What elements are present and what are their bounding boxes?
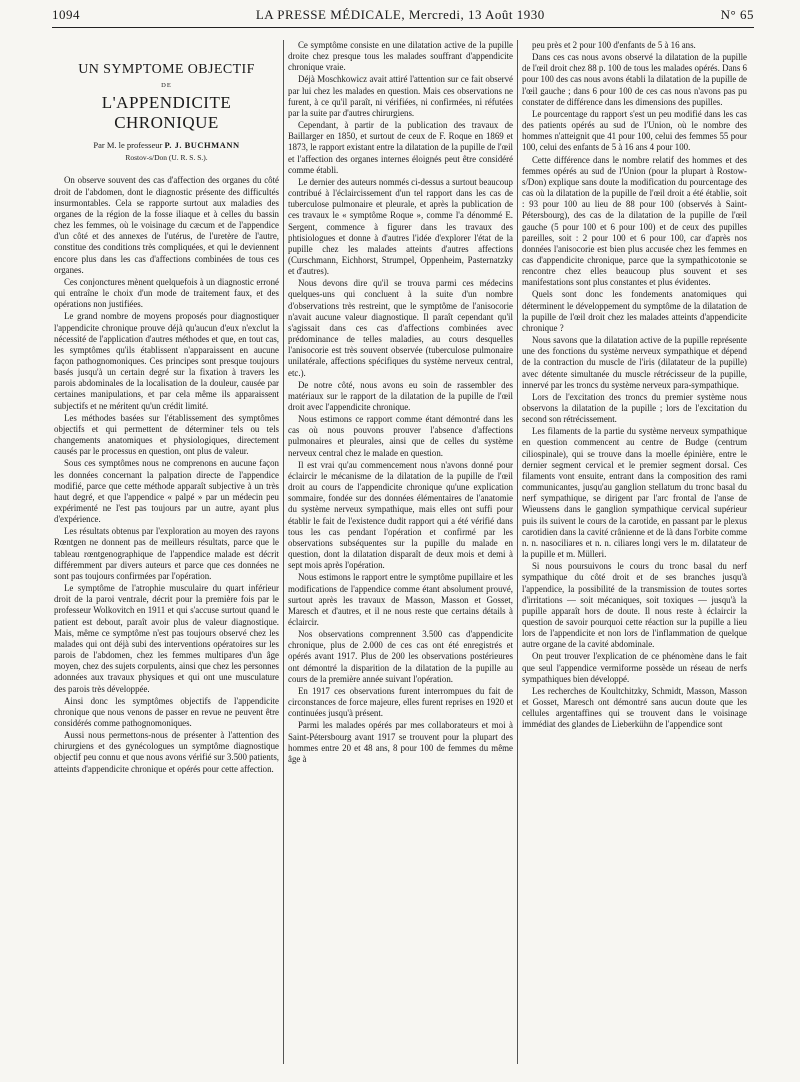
- author-name: P. J. BUCHMANN: [164, 140, 240, 151]
- paragraph: Nous estimons ce rapport comme étant démontré dans les cas où nous pouvons prouver l'absence d'affections pulmonaires et pleurales, ainsi que de celles du système nerveux central chez le malade en question.: [288, 414, 513, 458]
- paragraph: Cependant, à partir de la publication des travaux de Baillarger en 1850, et surtout de ceux de F. Roque en 1869 et 1873, le rapport existant entre la dilatation de la pupille de l'œil et l'affection des organes internes éloignés peut être considéré comme établi.: [288, 120, 513, 175]
- issue-number: N° 65: [720, 7, 754, 22]
- paragraph: On observe souvent des cas d'affection des organes du côté droit de l'abdomen, dont le diagnostic présente des difficultés insurmontables. Cela se rapporte surtout aux maladies des organes de la région de la fosse iliaque et à celles du bassin chez les femmes, où le voisinage du cæcum et de l'appendice d'un côté et des annexes de l'utérus, de l'uretère de l'autre, constitue des conditions très compliquées, et qui le deviennent encore plus dans les cas d'affections combinées de tous ces organes.: [54, 175, 279, 275]
- paragraph: Ainsi donc les symptômes objectifs de l'appendicite chronique que nous venons de passer en revue ne peuvent être considérés comme pathognomoniques.: [54, 695, 279, 728]
- page-number: 1094: [52, 7, 80, 22]
- paragraph: Parmi les malades opérés par mes collaborateurs et moi à Saint-Pétersbourg avant 1917 se trouvent pour la plupart des hommes entre 20 et 48 ans, 8 pour 100 de femmes du même âge à: [288, 720, 513, 764]
- paragraph: Nous devons dire qu'il se trouva parmi ces médecins quelques-uns qui concluent à la suite d'un nombre d'observations très restreint, que le symptôme de l'anisocorie n'avait aucune valeur diagnostique. Il paraît cependant qu'il s'agissait dans ces cas d'affections combinées avec prédominance de telles maladies, au cours desquelles l'anisocorie est très souvent observée (tuberculose pulmonaire unilatérale, affections spécifiques du système nerveux central, etc.).: [288, 278, 513, 378]
- title-line-1: UN SYMPTOME OBJECTIF: [78, 62, 255, 77]
- title-de: DE: [161, 82, 172, 89]
- paragraph: Cette différence dans le nombre relatif des hommes et des femmes opérés au sud de l'Union (pour la plupart à Rostow-s/Don) explique sans doute la modification du pourcentage des cas où la dilatation de la pupille de l'œil droit a été établie, soit : 93 pour 100 au lieu de 88 pour 100 (observés à Saint-Pétersbourg), des cas de la dilatation de la pupille de l'œil gauche (5 pour 100 et 6 pour 100) et de ceux des pupilles pareilles, soit : 2 pour 100 et 6 pour 100, car d'après nos données l'anisocorie est bien plus accusée chez les femmes en cas d'appendicite chronique, parce que la sympathicotonie se rencontre chez elles beaucoup plus souvent et ses manifestations sont plus constantes et plus évidentes.: [522, 154, 747, 288]
- paragraph: Ces conjonctures mènent quelquefois à un diagnostic erroné qui entraîne le choix d'un mode de traitement faux, et des opérations non justifiées.: [54, 276, 279, 310]
- column-2-text: [288, 40, 513, 765]
- paragraph: Sous ces symptômes nous ne comprenons en aucune façon les données concernant la palpation directe de l'appendice modifié, parce que cette méthode apparaît subjective à un très haut degré, et que l'appendice « palpé » par un médecin peu expérimenté ne l'est pas toujours par un autre, ayant plus d'expérience.: [54, 458, 279, 525]
- paragraph: Lors de l'excitation des troncs du premier système nous observons la dilatation de la pupille ; lors de l'excitation du second son rétrécissement.: [522, 391, 747, 425]
- paragraph: On peut trouver l'explication de ce phénomène dans le fait que seul l'appendice vermiforme possède un réseau de nerfs sympathiques bien développé.: [522, 651, 747, 684]
- paragraph: Les recherches de Koultchitzky, Schmidt, Masson, Masson et Gosset, Maresch ont démontré sans aucun doute que les cellules argentaffines qui se trouvent dans le voisinage immédiat des glandes de Lieberkühn de l'appendice sont: [522, 685, 747, 730]
- paragraph: Si nous poursuivons le cours du tronc basal du nerf sympathique du côté droit et de ses branches jusqu'à l'appendice, la possibilité de la transmission de toutes sortes d'irritations — soit mécaniques, soit toxiques — jusqu'à la pupille apparaît hors de doute. Il nous reste à éclaircir la question de savoir pourquoi cette réaction sur la pupille a lieu lors de l'appendicite et non lors de l'inflammation de quelque autre organe de la cavité abdominale.: [522, 561, 747, 650]
- paragraph: Le pourcentage du rapport s'est un peu modifié dans les cas des patients opérés au sud de l'Union, où le nombre des hommes n'atteignit que 41 pour 100, celui des femmes 55 pour 100, celui des enfants de 5 à 16 ans 4 pour 100.: [522, 108, 747, 153]
- column-divider: [283, 40, 284, 1064]
- paragraph: Déjà Moschkowicz avait attiré l'attention sur ce fait observé par lui chez les malades en question. Mais ces observations ne furent, à ce qu'il paraît, ni vérifiées, ni confirmées, ni réfutées par la suite par d'autres chirurgiens.: [288, 74, 513, 118]
- paragraph: Nous estimons le rapport entre le symptôme pupillaire et les modifications de l'appendice comme étant absolument prouvé, surtout après les travaux de Masson, Masson et Gosset, Maresch et d'autres, et il ne nous reste que certains détails à éclaircir.: [288, 572, 513, 627]
- author-prefix: Par M. le professeur: [93, 140, 163, 151]
- paragraph: De notre côté, nous avons eu soin de rassembler des matériaux sur le rapport de la dilatation de la pupille de l'œil droit avec l'appendicite chronique.: [288, 379, 513, 412]
- column-3-text: [522, 40, 747, 731]
- paragraph: Dans ces cas nous avons observé la dilatation de la pupille de l'œil droit chez 88 p. 100 de tous les malades opérés. Dans 6 pour 100 des cas nous avons établi la dilatation de la pupille de l'œil gauche ; dans 6 pour 100 de ces cas nous n'avons pas pu constater de différence dans les dimensions des pupilles.: [522, 52, 747, 107]
- journal-title: LA PRESSE MÉDICALE, Mercredi, 13 Août 1930: [255, 7, 545, 22]
- paragraph: Aussi nous permettons-nous de présenter à l'attention des chirurgiens et des gynécologues un symptôme diagnostique objectif peu connu et que nous avons vérifié sur 3.500 patients, atteints d'appendicite chronique et opérés pour cette affection.: [54, 730, 279, 774]
- author-location: Rostov-s/Don (U. R. S. S.).: [125, 153, 208, 163]
- paragraph: Les méthodes basées sur l'établissement des symptômes objectifs et qui permettent de déterminer tels ou tels changements anatomiques et physiologiques, directement causés par le processus en question, ont plus de valeur.: [54, 412, 279, 457]
- paragraph: Le symptôme de l'atrophie musculaire du quart inférieur droit de la paroi ventrale, décrit pour la première fois par le professeur Wolkovitch en 1911 et qui s'accuse surtout quand le patient est debout, paraît avoir plus de valeur diagnostique. Mais, même ce symptôme n'est pas toujours observé chez les malades qui ont déjà subi des interventions opératoires sur les parois de l'abdomen, chez les femmes multipares d'un âge moyen, chez des sujets corpulents, ainsi que chez les personnes adonnées aux travaux physiques et qui ont une musculature des parois très développée.: [54, 583, 280, 694]
- paragraph: peu près et 2 pour 100 d'enfants de 5 à 16 ans.: [532, 40, 696, 50]
- column-1: [54, 40, 279, 776]
- column-2: [288, 40, 513, 766]
- author-line: [54, 140, 279, 151]
- paragraph: Ce symptôme consiste en une dilatation active de la pupille droite chez presque tous les malades souffrant d'appendicite chronique vraie.: [288, 40, 513, 73]
- paragraph: Les résultats obtenus par l'exploration au moyen des rayons Rœntgen ne donnent pas de meilleurs résultats, parce que le tableau rœntgenographique de l'appendice malade est décrit différemment par divers auteurs et parce que ces données ne sont pas toujours confirmées par l'opération.: [54, 526, 279, 581]
- paragraph: Le dernier des auteurs nommés ci-dessus a surtout beaucoup contribué à l'éclaircissement d'un tel rapport dans les cas de tuberculose pulmonaire et pleurale, et après la publication de ces travaux le « symptôme Roque », comme l'a dénommé E. Sergent, commence à figurer dans les travaux des phtisiologues et donne à d'autres l'idée d'explorer l'état de la pupille chez les malades atteints d'autres affections (Curschmann, Eichhorst, Strumpel, Oppenheim, Pasternatzky et d'autres).: [288, 176, 513, 277]
- paragraph: En 1917 ces observations furent interrompues du fait de circonstances de force majeure, elles furent reprises en 1920 et continuées jusqu'à présent.: [288, 685, 513, 719]
- paragraph: Nous savons que la dilatation active de la pupille représente une des fonctions du système nerveux sympathique et dépend de la contraction du muscle de l'iris (dilatateur de la pupille) avec détente simultanée du muscle rétrécisseur de la pupille, innervé par les troncs du système nerveux para-sympathique.: [522, 335, 747, 390]
- paragraph: Le grand nombre de moyens proposés pour diagnostiquer l'appendicite chronique prouve déjà qu'aucun d'eux n'exclut la nécessité de l'application d'autres méthodes et que, en tout cas, les symptômes qu'ils établissent n'apparaissent en aucune façon pathognomoniques. Ces principes sont presque toujours basés jusqu'à un certain degré sur la fixation à travers les parois abdominales de la localisation de la douleur, causée par certaines manipulations, et par cela même ils apparaissent subjectifs et ne méritent qu'un crédit limité.: [54, 311, 279, 411]
- page-header: [52, 7, 754, 29]
- paragraph: Nos observations comprennent 3.500 cas d'appendicite chronique, plus de 2.000 de ces cas ont été enregistrés et opérés avant 1917. Plus de 200 les observations postérieures ont démontré la disparition de la dilatation de la pupille au cours de la première année suivant l'opération.: [288, 629, 513, 684]
- column-1-text: [54, 175, 279, 774]
- paragraph: Il est vrai qu'au commencement nous n'avons donné pour éclaircir le mécanisme de la dilatation de la pupille de l'œil droit au cours de l'appendicite chronique qu'une explication sommaire, fondée sur des données élémentaires de l'anatomie du système nerveux sympathique, mais elles ont suffi pour établir le fait de l'existence dudit rapport qui a été vérifié dans tous les cas pendant l'opération et confirmé par les observations subséquentes sur la pupille du malade en question, dont la dilatation disparaît de deux mois et demi à sept mois après l'opération.: [288, 459, 513, 571]
- paragraph: Les filaments de la partie du système nerveux sympathique en question commencent au centre de Budge (centrum ciliospinale), qui se trouve dans la moelle épinière, entre le dernier segment cervical et le premier segment dorsal. Ces filaments vont ensuite, entrant dans la composition des rami communicantes, jusqu'au ganglion stellatum du tronc basal du nerf sympathique, se dirigent par l'arc frontal de l'anse de Wieussens dans le ganglion sympathique cervical supérieur puis ils suivent le cours de la carotide, en passant par le plexus carotidien dans la cavité crânienne et de là dans l'orbite comme n. n. nasociliares et n. n. ciliares longi vers le m. dilatateur de la pupille et m. Mülleri.: [522, 426, 747, 560]
- paragraph: Quels sont donc les fondements anatomiques qui déterminent le développement du symptôme de la dilatation de la pupille de l'œil droit chez les malades atteints d'appendicite chronique ?: [522, 289, 747, 333]
- header-rule: [52, 27, 754, 28]
- column-divider: [517, 40, 518, 1064]
- column-3: [522, 40, 747, 732]
- article-title-block: [54, 62, 279, 163]
- title-line-2: L'APPENDICITE CHRONIQUE: [101, 93, 232, 133]
